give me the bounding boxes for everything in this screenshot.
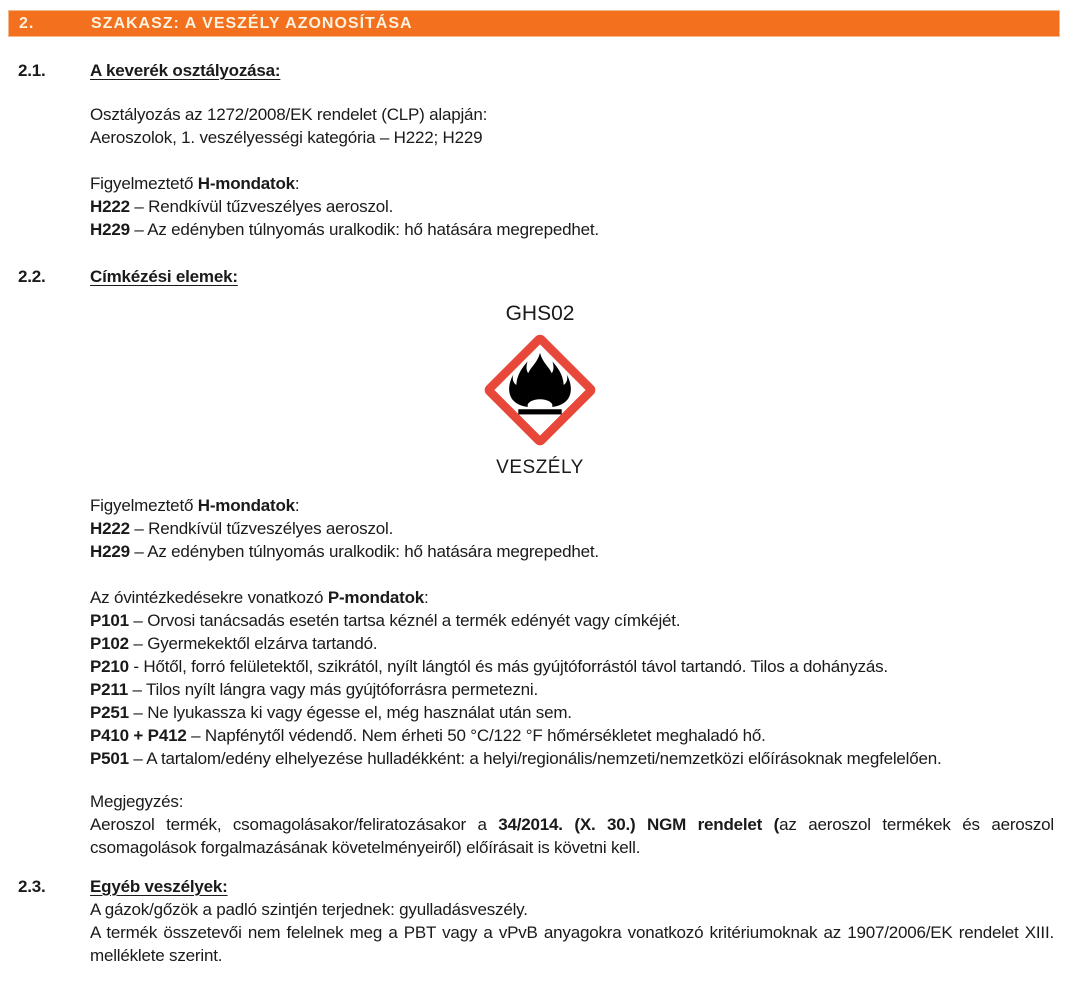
- h229-text: Az edényben túlnyomás uralkodik: hő hatására megrepedhet.: [147, 542, 599, 561]
- classification-basis: Osztályozás az 1272/2008/EK rendelet (CLP) alapján:: [90, 105, 488, 124]
- p410-p412-text: Napfénytől védendő. Nem érheti 50 °C/122 °F hőmérsékletet meghaladó hő.: [204, 726, 766, 745]
- h229-separator: –: [129, 542, 148, 561]
- subsection-2-2-body: [0, 494, 1080, 859]
- precautionary-statement-p501: [90, 747, 1054, 770]
- hazard-statements-label: [90, 172, 1054, 195]
- ghs-pictogram-block: [0, 302, 1080, 480]
- h222-text: Rendkívül tűzveszélyes aeroszol.: [148, 519, 394, 538]
- p501-code: P501: [90, 749, 129, 768]
- subsection-2-3: [0, 875, 1080, 967]
- subsection-2-2: [0, 265, 1080, 288]
- hazard-label-suffix: :: [294, 496, 300, 515]
- p102-text: Gyermekektől elzárva tartandó.: [147, 634, 378, 653]
- precautionary-label-suffix: :: [424, 588, 429, 607]
- pictogram-code-label: GHS02: [505, 302, 575, 325]
- p101-separator: –: [128, 611, 148, 630]
- p251-text: Ne lyukassza ki vagy égesse el, még használat után sem.: [147, 703, 572, 722]
- hazard-label-prefix: Figyelmeztető: [90, 174, 198, 193]
- precautionary-statements-label: [90, 586, 1054, 609]
- p251-separator: –: [128, 703, 148, 722]
- note-suffix: az aeroszol termékek és aeroszol csomagolások forgalmazásának követelményeiről) előírásait is követni kell.: [90, 815, 1054, 857]
- hazard-label-bold: H-mondatok: [197, 174, 295, 193]
- hazard-statement-h229: [90, 540, 1054, 563]
- precautionary-statement-p102: [90, 632, 1054, 655]
- p102-code: P102: [90, 634, 129, 653]
- hazard-statements-block-label: [90, 494, 1054, 563]
- p210-code: P210: [90, 657, 129, 676]
- p251-code: P251: [90, 703, 129, 722]
- precautionary-label-bold: P-mondatok: [327, 588, 425, 607]
- precautionary-statements-block: [90, 586, 1054, 770]
- other-hazards-line-2: A termék összetevői nem felelnek meg a PBT vagy a vPvB anyagokra vonatkozó kritériumoknak az 1907/2006/EK rendelet XIII. melléklete szerint.: [90, 923, 1054, 965]
- precautionary-label-prefix: Az óvintézkedésekre vonatkozó: [90, 588, 328, 607]
- precautionary-statement-p101: [90, 609, 1054, 632]
- p210-text: Hőtől, forró felületektől, szikrától, nyílt lángtól és más gyújtóforrástól távol tartandó. Tilos a dohányzás.: [143, 657, 888, 676]
- hazard-statement-h222: [90, 195, 1054, 218]
- subsection-2-3-heading: Egyéb veszélyek:: [90, 877, 228, 896]
- note-paragraph: [90, 813, 1054, 859]
- hazard-statement-h222: [90, 517, 1054, 540]
- section-2-header-bar: [8, 10, 1060, 37]
- p211-code: P211: [90, 680, 128, 699]
- h229-code: H229: [90, 220, 130, 239]
- note-regulation-bold: 34/2014. (X. 30.) NGM rendelet (: [498, 815, 780, 834]
- ghs02-flame-pictogram: [478, 328, 602, 452]
- hazard-statements-block: [90, 172, 1054, 241]
- note-prefix: Aeroszol termék, csomagolásakor/feliratozásakor a: [90, 815, 499, 834]
- hazard-statement-h229: [90, 218, 1054, 241]
- signal-word-label: VESZÉLY: [496, 457, 584, 478]
- section-2-title: SZAKASZ: A VESZÉLY AZONOSÍTÁSA: [91, 15, 413, 32]
- subsection-2-1: [0, 59, 1080, 241]
- h222-text: Rendkívül tűzveszélyes aeroszol.: [148, 197, 394, 216]
- note-label: Megjegyzés:: [90, 792, 184, 811]
- classification-paragraph: [90, 103, 1054, 149]
- other-hazards-line-1: A gázok/gőzök a padló szintjén terjednek: gyulladásveszély.: [90, 900, 528, 919]
- h229-code: H229: [90, 542, 130, 561]
- subsection-2-3-number: 2.3.: [18, 877, 46, 896]
- h222-separator: –: [129, 519, 149, 538]
- p102-separator: –: [128, 634, 148, 653]
- hazard-label-bold: H-mondatok: [197, 496, 295, 515]
- hazard-label-prefix: Figyelmeztető: [90, 496, 198, 515]
- p101-code: P101: [90, 611, 129, 630]
- precautionary-statement-p251: [90, 701, 1054, 724]
- p211-separator: –: [127, 680, 146, 699]
- h222-code: H222: [90, 519, 130, 538]
- subsection-2-2-heading: Címkézési elemek:: [90, 267, 238, 286]
- hazard-label-suffix: :: [294, 174, 300, 193]
- p501-separator: –: [128, 749, 147, 768]
- precautionary-statement-p410-p412: [90, 724, 1054, 747]
- hazard-statements-label: [90, 494, 1054, 517]
- p501-text: A tartalom/edény elhelyezése hulladékként: a helyi/regionális/nemzeti/nemzetközi előírásoknak megfelelően.: [146, 749, 942, 768]
- subsection-2-1-heading: A keverék osztályozása:: [90, 61, 281, 80]
- section-2-number: 2.: [19, 15, 35, 32]
- classification-result: Aeroszolok, 1. veszélyességi kategória – H222; H229: [90, 128, 483, 147]
- subsection-2-2-number: 2.2.: [18, 267, 46, 286]
- precautionary-statement-p211: [90, 678, 1054, 701]
- p211-text: Tilos nyílt lángra vagy más gyújtóforrásra permetezni.: [145, 680, 538, 699]
- p410-p412-separator: –: [186, 726, 205, 745]
- subsection-2-1-number: 2.1.: [18, 61, 46, 80]
- p210-separator: -: [128, 657, 144, 676]
- h229-text: Az edényben túlnyomás uralkodik: hő hatására megrepedhet.: [147, 220, 599, 239]
- note-block: [90, 790, 1054, 859]
- p410-p412-code: P410 + P412: [90, 726, 187, 745]
- precautionary-statement-p210: [90, 655, 1054, 678]
- h229-separator: –: [129, 220, 148, 239]
- h222-code: H222: [90, 197, 130, 216]
- h222-separator: –: [129, 197, 149, 216]
- p101-text: Orvosi tanácsadás esetén tartsa kéznél a termék edényét vagy címkéjét.: [147, 611, 681, 630]
